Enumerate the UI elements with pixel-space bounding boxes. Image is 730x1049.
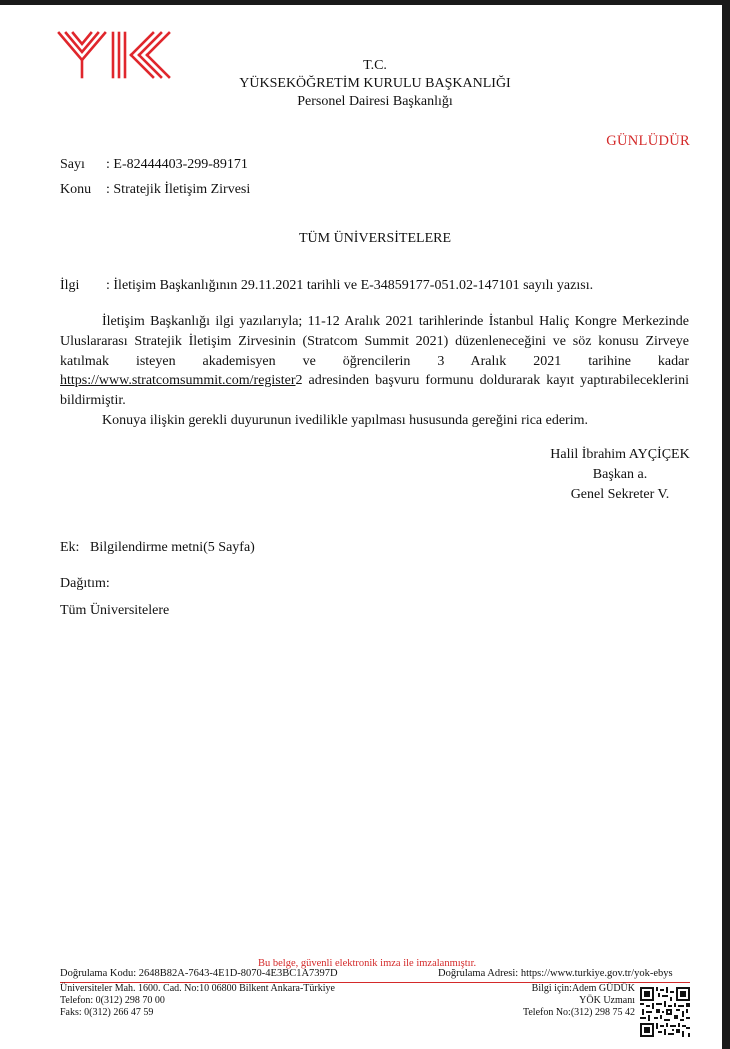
footer-fax: Faks: 0(312) 266 47 59 [60,1007,154,1018]
contact-title: YÖK Uzmanı [579,995,635,1006]
body-paragraph-2: Konuya ilişkin gerekli duyurunun ivedilikle yapılması hususunda gereğini rica ederim. [102,412,589,428]
ilgi-row [60,277,593,295]
attachment-label: Ek: [60,540,80,555]
register-link[interactable]: https://www.stratcomsummit.com/register [60,373,296,389]
body-paragraph-1 [60,312,689,411]
footer-address-block [60,983,335,1019]
letter-body [60,312,689,431]
sayi-label: Sayı [60,157,85,172]
body-p1-start: İletişim Başkanlığı ilgi yazılarıyla; 11-12 Aralık 2021 tarihlerinde İstanbul Haliç Kongre Merkezinde Uluslararası Stratejik İletişim Zirvesinin (Stratcom Summit 2021) düzenleneceğini ve söz konusu Zirveye katılmak isteyen akademisyen ve öğrencilerin 3 Aralık 2021 tarihine kadar [60,314,689,369]
attachment-value: Bilgilendirme metni(5 Sayfa) [90,540,255,555]
esign-note: Bu belge, güvenli elektronik imza ile imzalanmıştır. [258,958,477,969]
recipient-heading: TÜM ÜNİVERSİTELERE [298,231,452,246]
konu-label: Konu [60,182,92,197]
qr-code-icon [640,987,690,1037]
signer-title-1: Başkan a. [592,466,648,482]
header-institution: YÜKSEKÖĞRETİM KURULU BAŞKANLIĞI [239,76,511,91]
footer-phone: Telefon: 0(312) 298 70 00 [60,995,165,1006]
konu-value: : Stratejik İletişim Zirvesi [106,182,251,197]
attachment-row [60,539,255,557]
ilgi-label: İlgi [60,278,80,293]
signature-block [510,445,730,504]
signer-title-2: Genel Sekreter V. [570,486,670,502]
signer-name: Halil İbrahim AYÇİÇEK [550,447,690,462]
distribution-value: Tüm Üniversitelere [60,603,170,618]
contact-person: Bilgi için:Adem GÜDÜK [531,983,635,994]
header-department: Personel Dairesi Başkanlığı [297,94,453,109]
sayi-value: : E-82444403-299-89171 [106,157,248,172]
verify-code: Doğrulama Kodu: 2648B82A-7643-4E1D-8070-4E3BC1A7397D [60,968,338,979]
document-page [0,5,722,1049]
konu-row [60,181,250,199]
distribution-label: Dağıtım: [60,576,110,591]
footer-contact-block [523,983,635,1019]
urgency-label: GÜNLÜDÜR [606,133,690,149]
ilgi-value: : İletişim Başkanlığının 29.11.2021 tarihli ve E-34859177-051.02-147101 sayılı yazısı. [106,278,594,293]
footer-address: Üniversiteler Mah. 1600. Cad. No:10 06800 Bilkent Ankara-Türkiye [60,983,335,994]
header-tc: T.C. [363,58,387,73]
contact-phone: Telefon No:(312) 298 75 42 [522,1007,635,1018]
sayi-row [60,156,248,174]
body-p1-end: 2 adresinden başvuru formunu doldurarak kayıt yaptırabileceklerini bildirmiştir. [60,373,689,409]
verify-address: Doğrulama Adresi: https://www.turkiye.gov.tr/yok-ebys [438,968,673,979]
